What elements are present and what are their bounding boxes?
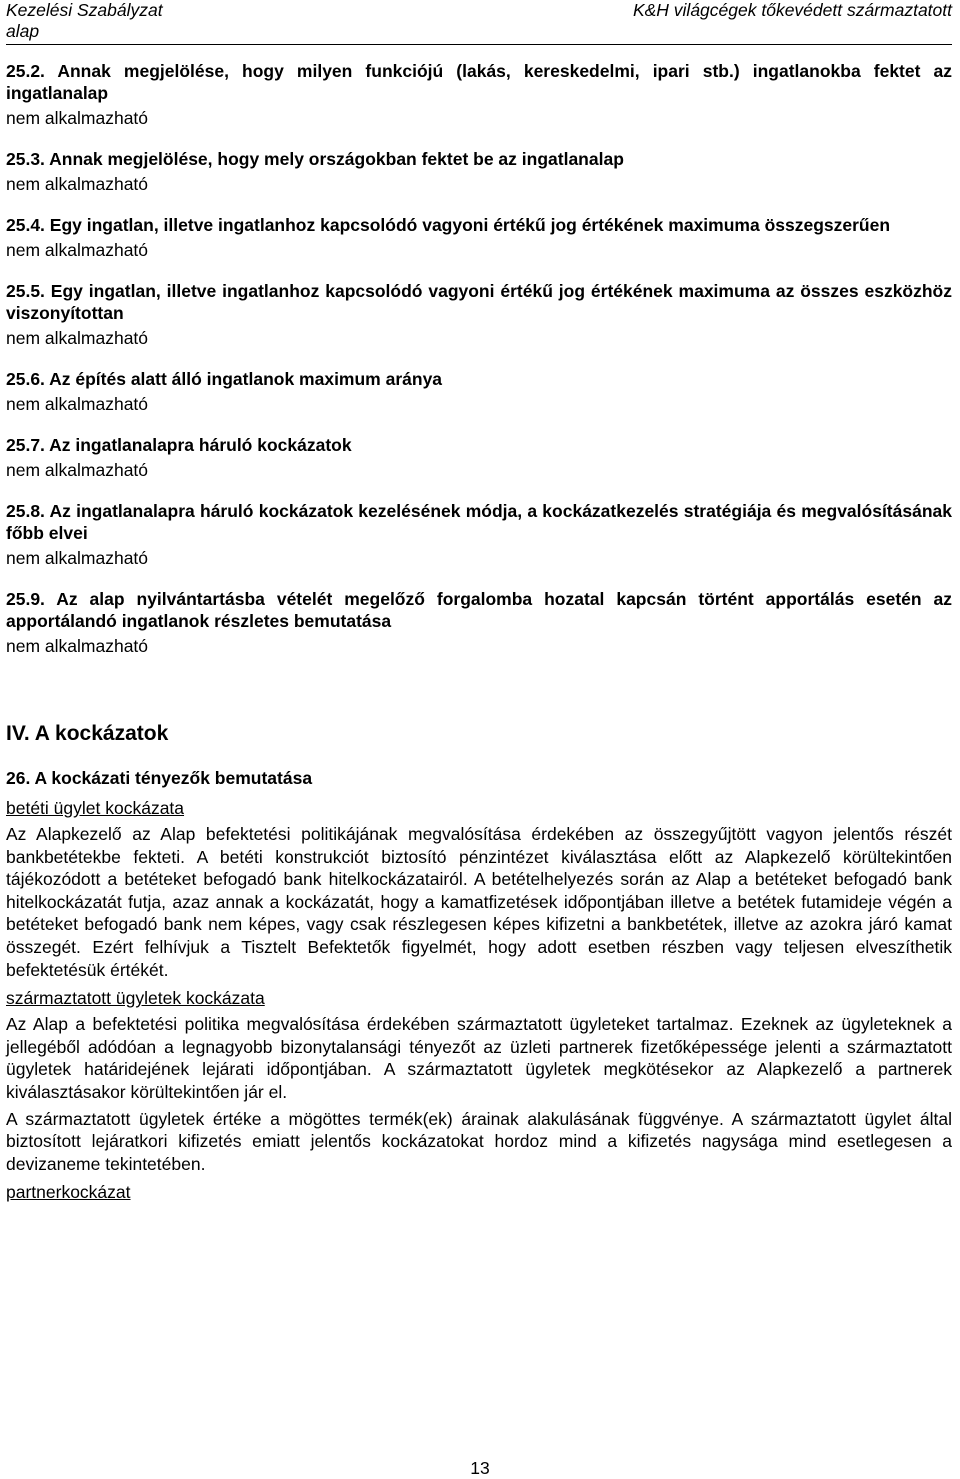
subheading-counterparty-risk: partnerkockázat [6, 1182, 131, 1203]
section-25-7 [6, 434, 952, 481]
section-value: nem alkalmazható [6, 394, 149, 414]
section-title: 25.7. Az ingatlanalapra háruló kockázatok [6, 435, 352, 455]
page-header [6, 0, 952, 45]
paragraph-deposit-risk: Az Alapkezelő az Alap befektetési politikájának megvalósítása érdekében az összegyűjtött vagyon jelentős részét bankbetétekbe fekteti. A betéti konstrukciót biztosító pénzintézet kiválasztása előtt az Alapkezelő körültekintően tájékozódott a betéteket befogadó bank hitelkockázatairól. A betételhelyezés során az Alap a betéteket befogadó bank hitelkockázatát futja, azaz annak a kockázatát, hogy a kamatfizetések időpontjában illetve a betétek futamideje végén a betéteket befogadó bank nem képes, vagy csak részlegesen képes kifizetni a bankbetétek, illetve az azokra járó kamat összegét. Ezért felhívjuk a Tisztelt Befektetők figyelmét, hogy adott esetben részben vagy teljesen elveszíthetik befektetésük értékét. [6, 824, 952, 980]
header-document-title: Kezelési Szabályzat [6, 0, 163, 20]
section-25-4 [6, 214, 952, 261]
section-title: 25.3. Annak megjelölése, hogy mely országokban fektet be az ingatlanalap [6, 149, 624, 169]
section-value: nem alkalmazható [6, 460, 149, 480]
section-title: 25.8. Az ingatlanalapra háruló kockázatok kezelésének módja, a kockázatkezelés stratégiája és megvalósításának főbb elvei [6, 501, 952, 543]
section-25-9 [6, 588, 952, 657]
subheading-derivative-risk: származtatott ügyletek kockázata [6, 988, 265, 1009]
paragraph-derivative-risk-2: A származtatott ügyletek értéke a mögöttes termék(ek) árainak alakulásának függvénye. A származtatott ügylet által biztosított lejáratkori kifizetés emiatt jelentős kockázatokat hordoz mind a kifizetés nagysága mind esetlegesen a devizaneme tekintetében. [6, 1108, 952, 1174]
section-title: 25.4. Egy ingatlan, illetve ingatlanhoz kapcsolódó vagyoni értékű jog értékének maximuma összegszerűen [6, 215, 891, 235]
section-value: nem alkalmazható [6, 636, 149, 656]
subheading-deposit-risk: betéti ügylet kockázata [6, 798, 185, 818]
section-value: nem alkalmazható [6, 328, 149, 348]
paragraph-derivative-risk-1: Az Alap a befektetési politika megvalósítása érdekében származtatott ügyleteket tartalmaz. Ezeknek az ügyleteknek a jellegéből adódóan a legnagyobb bizonytalansági tényezőt az üzleti partnerek fizetőképessége jelenti a származtatott ügyletek határidejének lejárati időpontjában. A származtatott ügyletek megkötésekor az Alapkezelő a partnerek kiválasztásakor körültekintően jár el. [6, 1014, 952, 1102]
section-value: nem alkalmazható [6, 548, 149, 568]
section-title: 25.6. Az építés alatt álló ingatlanok maximum aránya [6, 369, 443, 389]
page-number: 13 [470, 1458, 490, 1478]
section-25-6 [6, 368, 952, 415]
section-25-5 [6, 280, 952, 349]
chapter-title: IV. A kockázatok [6, 722, 169, 745]
header-left [6, 0, 163, 42]
header-document-subtitle: alap [6, 21, 40, 41]
section-title: 25.5. Egy ingatlan, illetve ingatlanhoz kapcsolódó vagyoni értékű jog értékének maximuma az összes eszközhöz viszonyítottan [6, 281, 952, 323]
section-title: 25.2. Annak megjelölése, hogy milyen funkciójú (lakás, kereskedelmi, ipari stb.) ingatlanokba fektet az ingatlanalap [6, 61, 952, 103]
section-26-title: 26. A kockázati tényezők bemutatása [6, 768, 313, 788]
header-fund-name: K&H világcégek tőkevédett származtatott [632, 0, 952, 20]
section-title: 25.9. Az alap nyilvántartásba vételét megelőző forgalomba hozatal kapcsán történt apportálás esetén az apportálandó ingatlanok részletes bemutatása [6, 589, 952, 631]
section-25-3 [6, 148, 952, 195]
section-25-8 [6, 500, 952, 569]
section-25-2 [6, 60, 952, 129]
page-content [6, 60, 952, 1207]
section-value: nem alkalmazható [6, 108, 149, 128]
section-value: nem alkalmazható [6, 174, 149, 194]
section-value: nem alkalmazható [6, 240, 149, 260]
